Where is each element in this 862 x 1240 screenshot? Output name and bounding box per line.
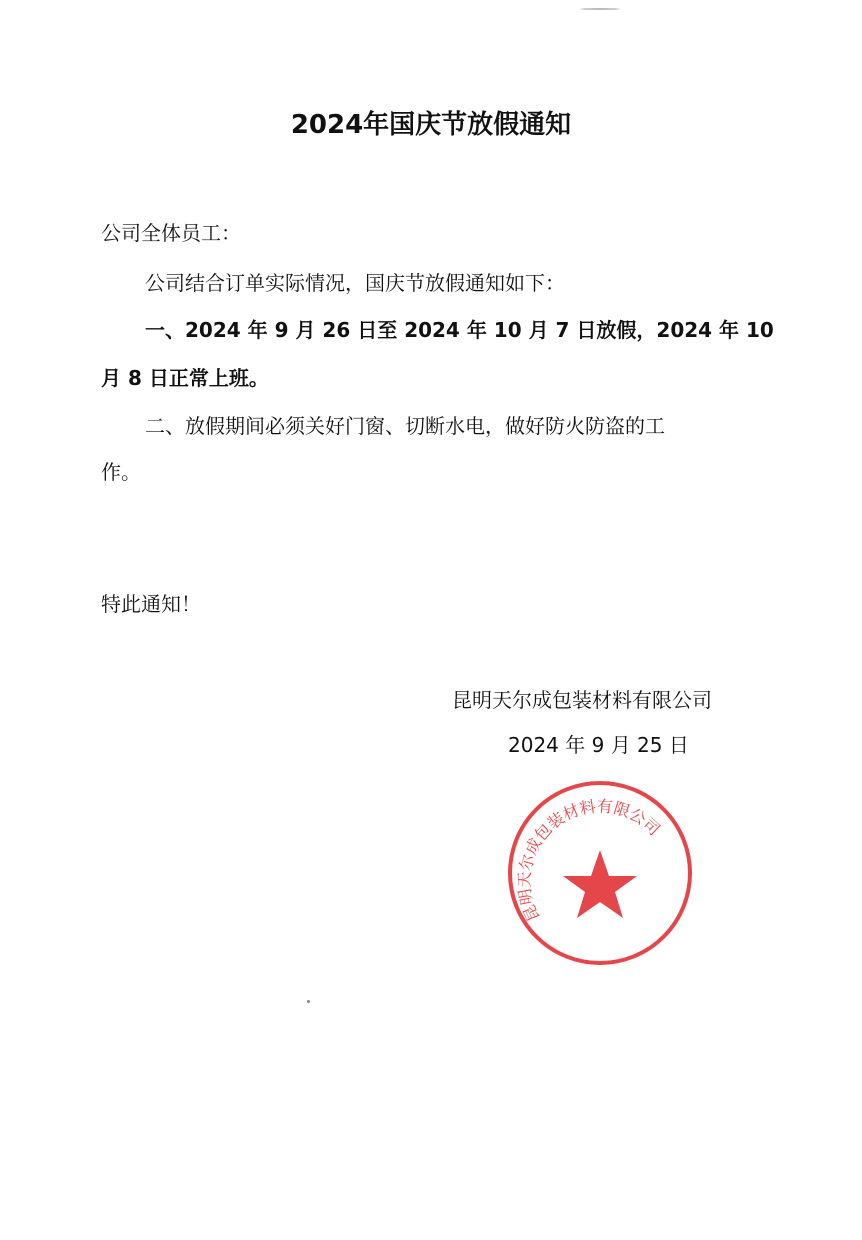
item-2-line-1: 二、放假期间必须关好门窗、切断水电，做好防火防盗的工 [145, 414, 665, 438]
signature-company: 昆明天尔成包装材料有限公司 [452, 688, 712, 712]
scan-speck [580, 8, 620, 10]
item-2-line-2: 作。 [101, 460, 141, 484]
seal-text: 昆明天尔成包装材料有限公司 [514, 796, 664, 925]
item-1-line-1: 一、2024 年 9 月 26 日至 2024 年 10 月 7 日放假，2024 年 10 [145, 318, 774, 342]
intro-paragraph: 公司结合订单实际情况，国庆节放假通知如下： [145, 271, 565, 295]
document-title: 2024年国庆节放假通知 [290, 110, 572, 140]
salutation: 公司全体员工： [101, 221, 241, 245]
item-1-line-2: 月 8 日正常上班。 [101, 366, 269, 390]
star-icon [563, 850, 637, 918]
closing-text: 特此通知！ [101, 592, 201, 616]
scan-speck [307, 1000, 310, 1003]
company-seal [505, 778, 695, 968]
signature-date: 2024 年 9 月 25 日 [508, 733, 689, 757]
